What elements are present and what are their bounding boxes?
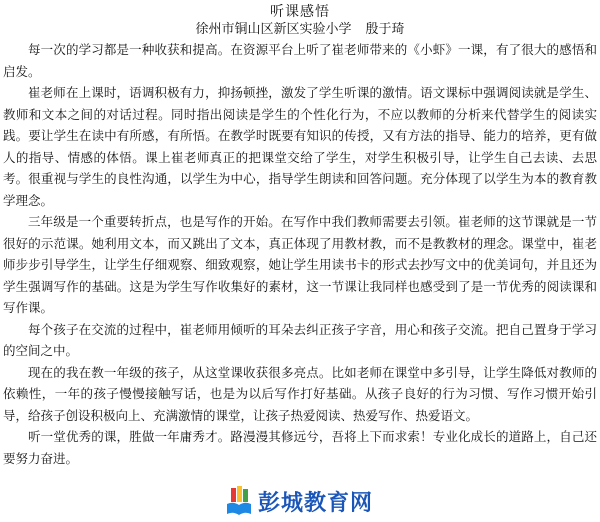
byline — [3, 21, 597, 39]
paragraph: 三年级是一个重要转折点，也是写作的开始。在写作中我们教师需要去引领。崔老师的这节课就是一节很好的示范课。她利用文本，而又跳出了文本，真正体现了用教材教，而不是教教材的理念。课堂中，崔老师步步引导学生，让学生仔细观察、细致观察，她让学生用读书卡的形式去抄写文中的优美词句，并且还为学生强调写作的基础。这是为学生写作收集好的素材，这一节课让我同样也感受到了是一节优秀的阅读课和写作课。 — [3, 214, 597, 315]
author-name: 殷于琦 — [365, 22, 405, 37]
page-title: 听课感悟 — [270, 4, 330, 20]
paragraph: 现在的我在教一年级的孩子，从这堂课收获很多亮点。比如老师在课堂中多引导，让学生降低对教师的依赖性，一年的孩子慢慢接触写话，也是为以后写作打好基础。从孩子良好的行为习惯、写作习惯开始引导，给孩子创设积极向上、充满激情的课堂，让孩子热爱阅读、热爱写作、热爱语文。 — [3, 364, 597, 423]
open-book-logo-icon — [226, 486, 252, 516]
watermark-text: 彭城教育网 — [258, 490, 374, 516]
paragraph: 听一堂优秀的课，胜做一年庸秀才。路漫漫其修远兮，吾将上下而求索！专业化成长的道路上，自己还要努力奋进。 — [3, 429, 597, 466]
paragraph: 崔老师在上课时，语调积极有力，抑扬顿挫，激发了学生听课的激情。语文课标中强调阅读就是学生、教师和文本之间的对话过程。同时指出阅读是学生的个性化行为，不应以教师的分析来代替学生的阅读实践。要让学生在读中有所感，有所悟。在教学时既要有知识的传授，又有方法的指导、能力的培养，更有做人的指导、情感的体悟。课上崔老师真正的把课堂交给了学生，对学生积极引导，让学生自己去读、去思考。很重视与学生的良性沟通，以学生为中心，指导学生朗读和回答问题。充分体现了以学生为本的教育教学理念。 — [3, 85, 597, 208]
watermark-logo — [226, 484, 373, 518]
school-name: 徐州市铜山区新区实验小学 — [195, 22, 352, 37]
document — [3, 3, 597, 469]
paragraph: 每一次的学习都是一种收获和提高。在资源平台上听了崔老师带来的《小虾》一课，有了很大的感悟和启发。 — [3, 42, 597, 79]
paragraph: 每个孩子在交流的过程中，崔老师用倾听的耳朵去纠正孩子字音，用心和孩子交流。把自己置身于学习的空间之中。 — [3, 321, 597, 358]
